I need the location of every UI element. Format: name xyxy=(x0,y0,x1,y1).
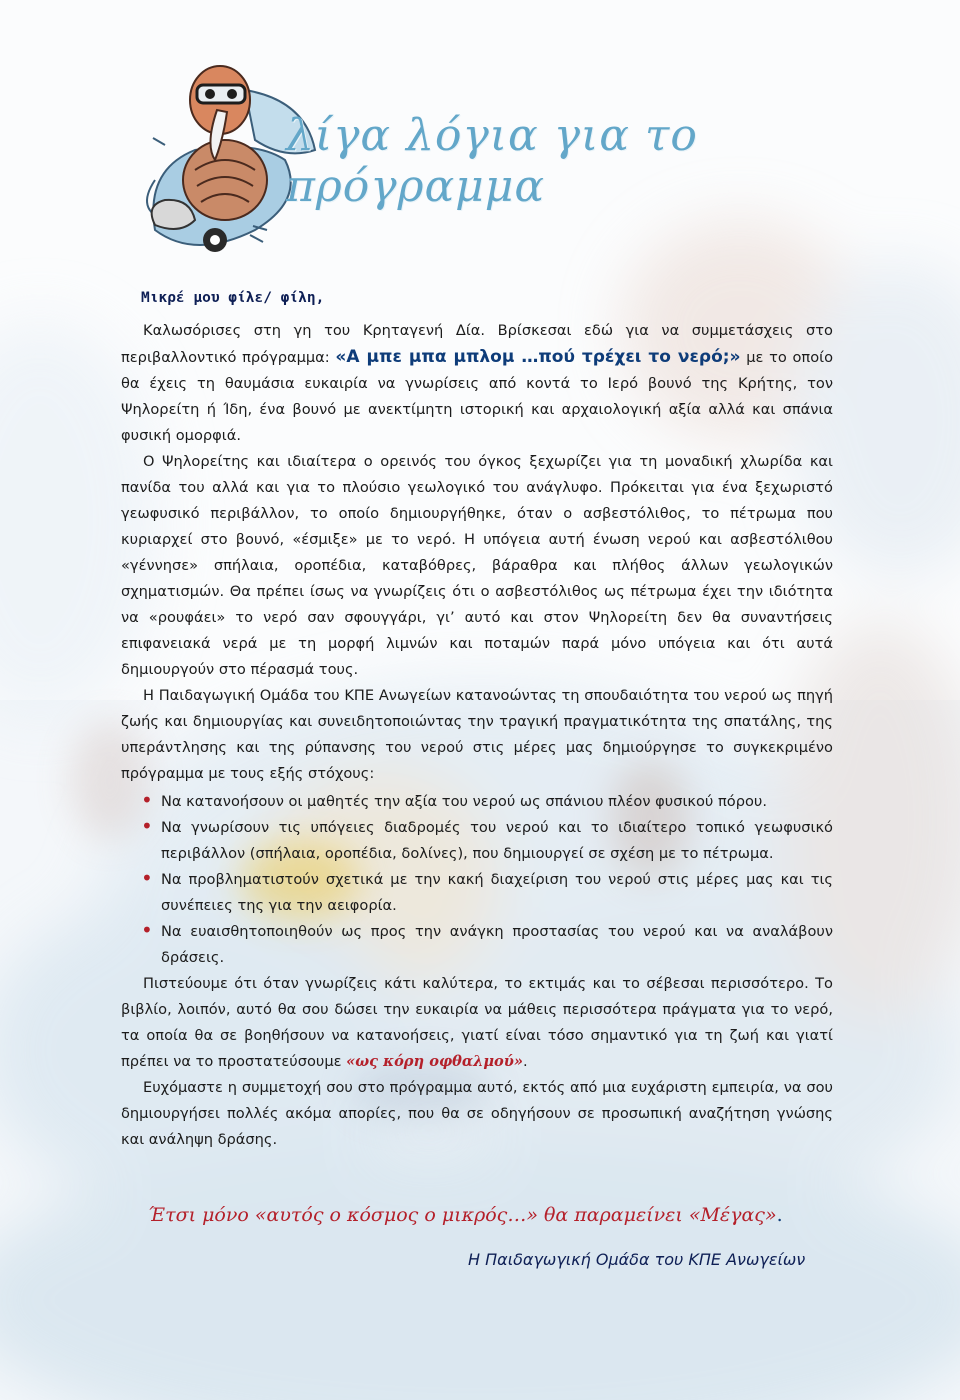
book-text-end: . xyxy=(523,1053,528,1070)
closing-period: . xyxy=(776,1204,783,1226)
closing-line xyxy=(148,1204,783,1226)
goal-text: Να προβληματιστούν σχετικά με την κακή διαχείριση του νερού στις μέρες μας και τις συνέπειες της για την αειφορία. xyxy=(161,871,833,914)
bullet-icon: • xyxy=(141,918,153,942)
intro-text-continued: με το οποίο θα έχεις τη θαυμάσια ευκαιρία να γνωρίσεις από κοντά το Ιερό βουνό της Κρήτης, τον Ψηλορείτη ή Ίδη, ένα βουνό με ανεκτίμητη ιστορική και αρχαιολογική αξία αλλά και σπάνια φυσική ομορφιά. xyxy=(121,349,833,444)
paragraph-team: Η Παιδαγωγική Ομάδα του ΚΠΕ Ανωγείων κατανοώντας τη σπουδαιότητα του νερού ως πηγή ζωής και δημιουργίας και συνειδητοποιώντας την τραγική πραγματικότητα της σπατάλης, της υπεράντλησης και της ρύπανσης του νερού στις μέρες μας δημιούργησε το συγκεκριμένο πρόγραμμα με τους εξής στόχους: xyxy=(121,687,833,782)
bullet-icon: • xyxy=(141,788,153,812)
paragraph-wishes: Ευχόμαστε η συμμετοχή σου στο πρόγραμμα αυτό, εκτός από μια ευχάριστη εμπειρία, να σου δημιουργήσει πολλές ακόμα απορίες, που θα σε οδηγήσουν σε προσωπική αναζήτηση γνώσης και ανάληψη δράσης. xyxy=(121,1079,833,1148)
goal-text: Να ευαισθητοποιηθούν ως προς την ανάγκη προστασίας του νερού και να αναλάβουν δράσεις. xyxy=(161,923,833,966)
book-text: Πιστεύουμε ότι όταν γνωρίζεις κάτι καλύτερα, το εκτιμάς και το σέβεσαι περισσότερο. Το βιβλίο, λοιπόν, αυτό θα σου δώσει την ευκαιρία να μάθεις περισσότερα πράγματα για το νερό, τα οποία θα σε βοηθήσουν να κατανοήσεις, γιατί είναι τόσο σημαντικό για τη ζωή και γιατί πρέπει να το προστατεύσουμε xyxy=(121,975,833,1070)
goal-text: Να γνωρίσουν τις υπόγειες διαδρομές του νερού και το ιδιαίτερο τοπικό γεωφυσικό περιβάλλον (σπήλαια, οροπέδια, δολίνες), που δημιουργεί σε σχέση με το πέτρωμα. xyxy=(161,819,833,862)
paragraph-book xyxy=(121,971,833,1075)
program-slogan: «Α μπε μπα μπλομ …πού τρέχει το νερό;» xyxy=(335,347,741,367)
letter-body xyxy=(121,318,833,1153)
signature: Η Παιδαγωγική Ομάδα του ΚΠΕ Ανωγείων xyxy=(468,1250,806,1269)
bullet-icon: • xyxy=(141,814,153,838)
goal-text: Να κατανοήσουν οι μαθητές την αξία του νερού ως σπάνιου πλέον φυσικού πόρου. xyxy=(161,793,767,810)
closing-text: Έτσι μόνο «αυτός ο κόσμος ο μικρός…» θα παραμείνει «Μέγας» xyxy=(148,1204,777,1226)
page-title: λίγα λόγια για το πρόγραμμα xyxy=(286,110,698,212)
intro-text: Καλωσόρισες στη γη του Κρηταγενή Δία. Βρίσκεσαι εδώ για να συμμετάσχεις στο περιβαλλοντικό πρόγραμμα: xyxy=(121,322,833,366)
list-item xyxy=(121,919,833,971)
emphasis-phrase: «ως κόρη οφθαλμού» xyxy=(346,1053,524,1070)
salutation: Μικρέ μου φίλε/ φίλη, xyxy=(141,290,325,306)
list-item xyxy=(121,789,833,815)
paragraph-geology: Ο Ψηλορείτης και ιδιαίτερα ο ορεινός του όγκος ξεχωρίζει για τη μοναδική χλωρίδα και πανίδα του αλλά και για το πλούσιο γεωλογικό του ανάγλυφο. Πρόκειται για ένα ξεχωριστό γεωφυσικό περιβάλλον, το οποίο δημιουργήθηκε, όταν ο ασβεστόλιθος, το πέτρωμα που κυριαρχεί στο βουνό, «έσμιξε» με το νερό. Η υπόγεια αυτή ένωση νερού και ασβεστόλιθου «γέννησε» σπήλαια, οροπέδια, καταβόθρες, βάραθρα και πλήθος άλλων γεωλογικών σχηματισμών. Θα πρέπει ίσως να γνωρίζεις ότι ο ασβεστόλιθος ως πέτρωμα έχει την ιδιότητα να «ρουφάει» το νερό σαν σφουγγάρι, γι’ αυτό και στον Ψηλορείτη δεν θα συναντήσεις επιφανειακά νερά με τη μορφή λιμνών και ποταμών παρά μόνο υπόγεια και ότι αυτά δημιουργούν στο πέρασμά τους. xyxy=(121,453,833,678)
bullet-icon: • xyxy=(141,866,153,890)
paragraph-intro xyxy=(121,318,833,449)
list-item xyxy=(121,815,833,867)
goals-list xyxy=(121,789,833,971)
list-item xyxy=(121,867,833,919)
